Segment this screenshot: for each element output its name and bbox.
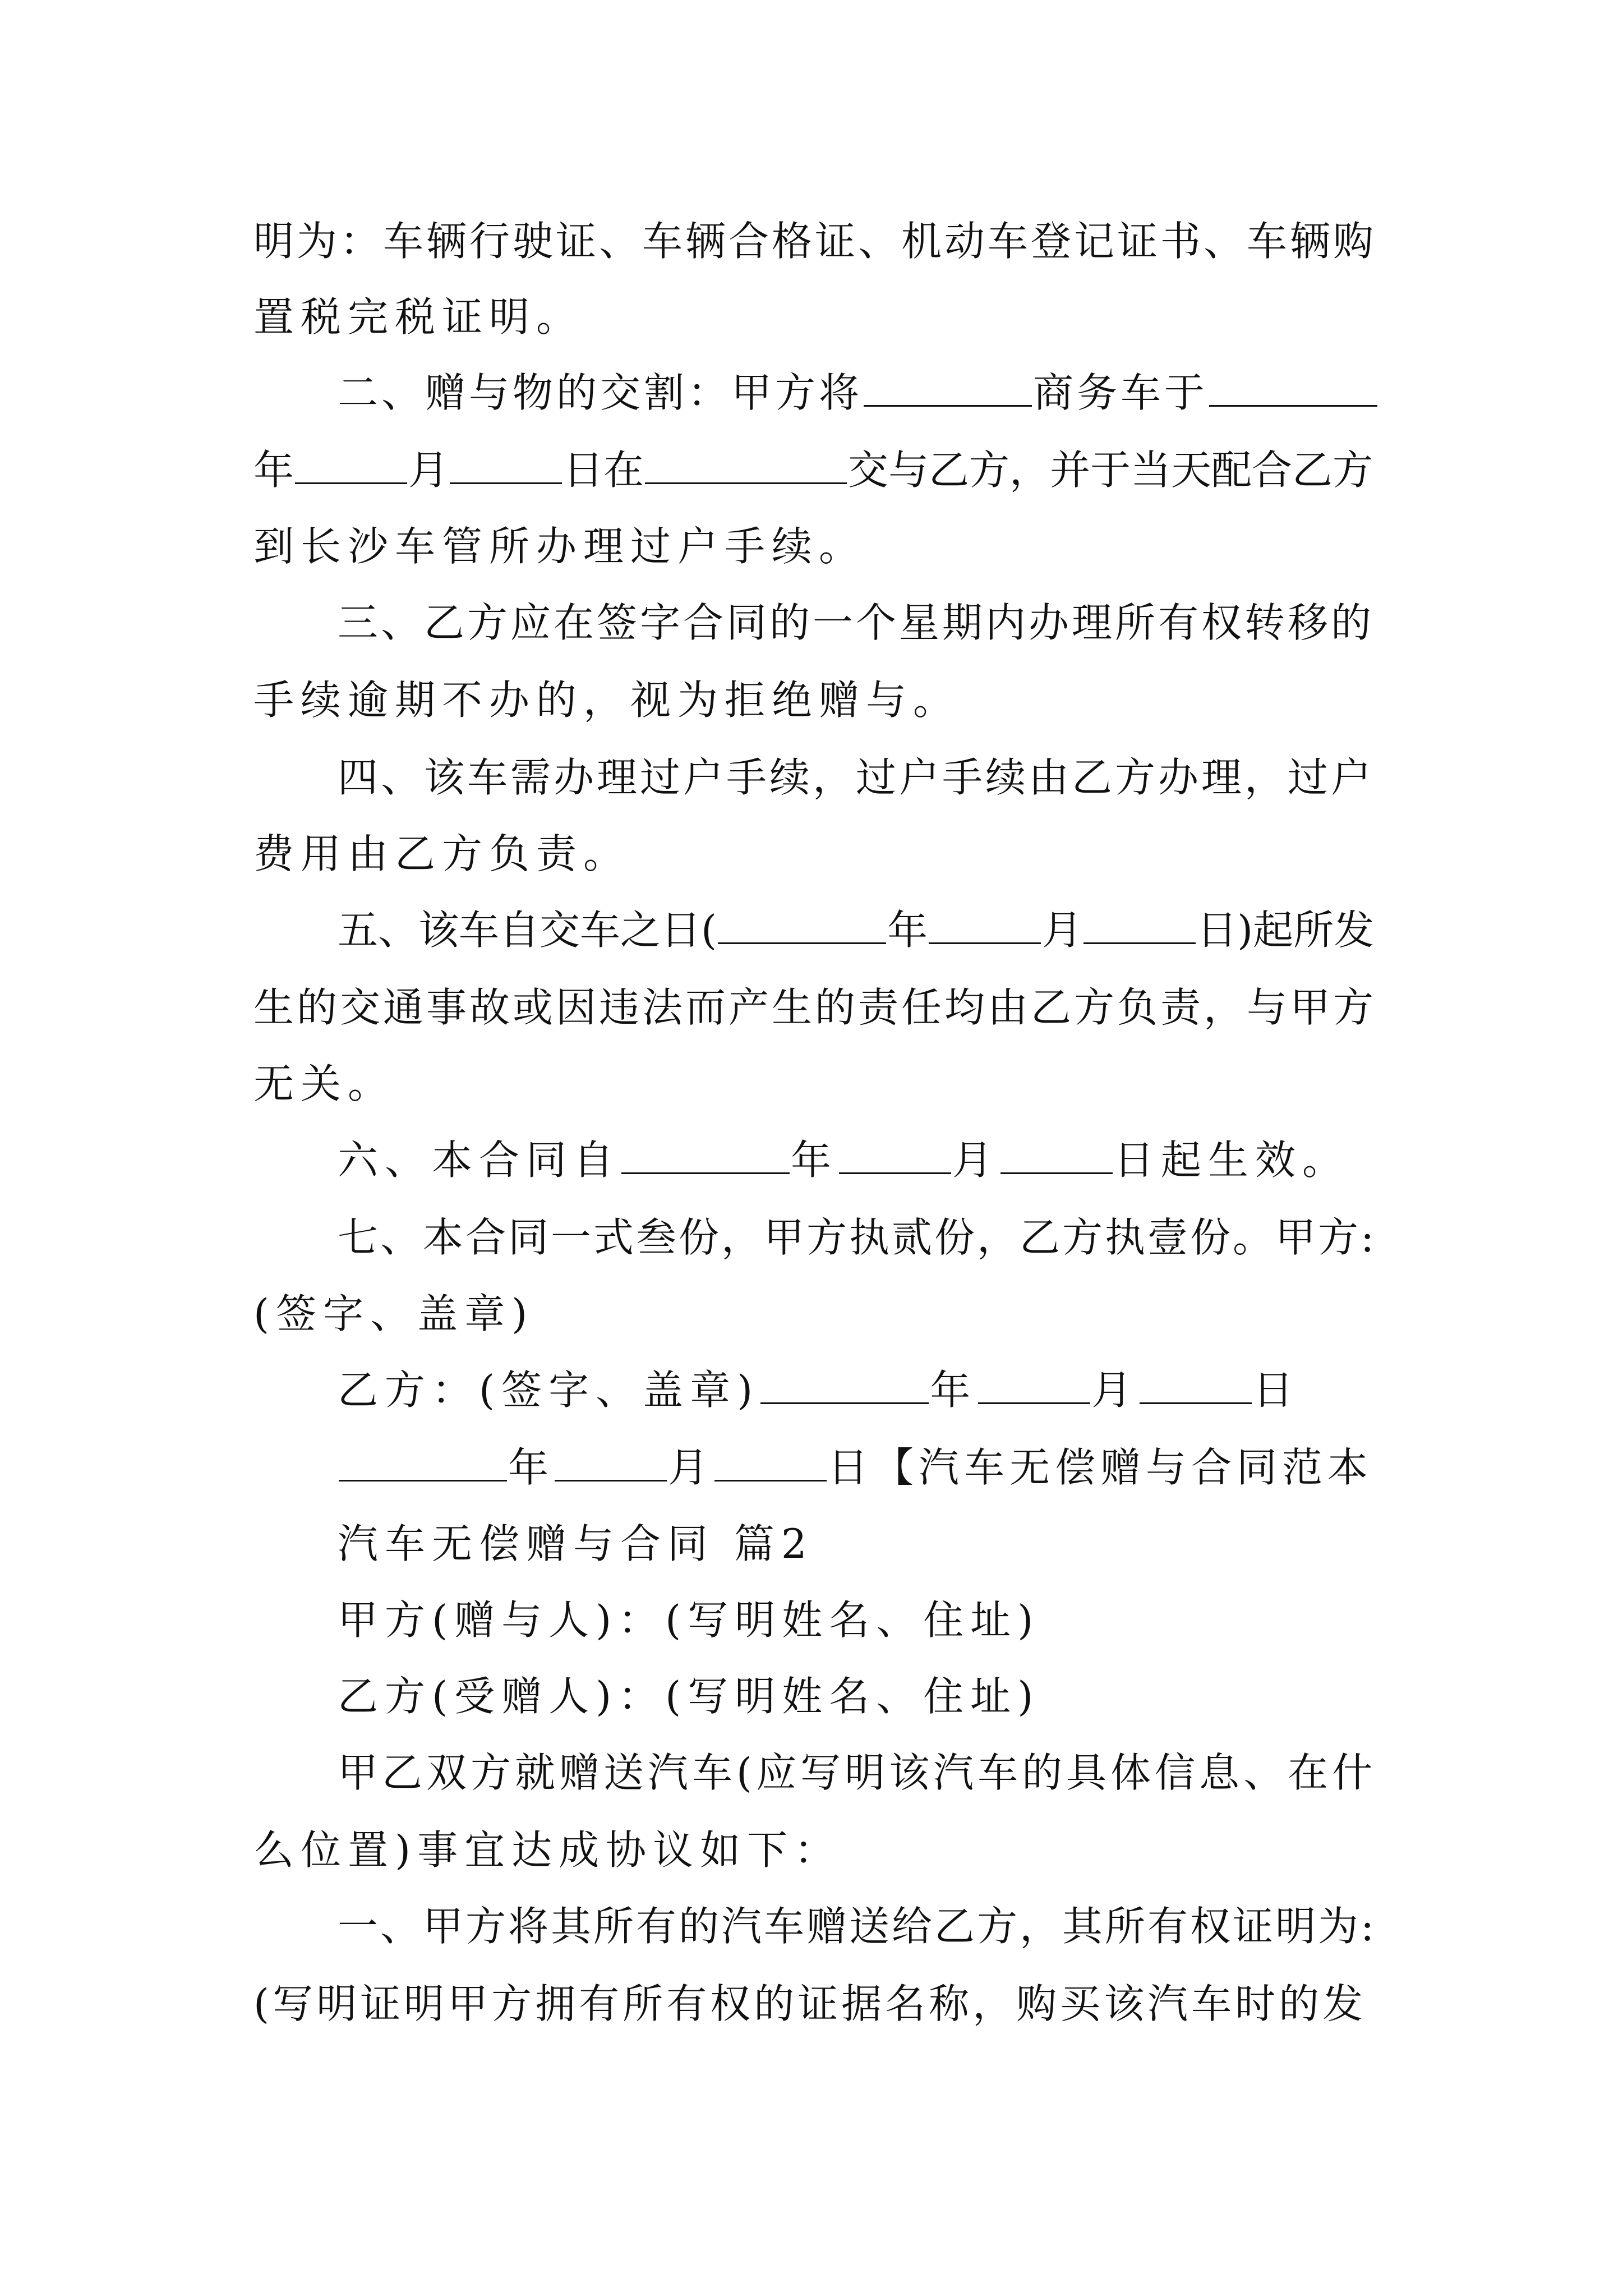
fill-in-blank <box>1209 366 1377 407</box>
text-line <box>338 896 1374 964</box>
text-line <box>338 1739 1376 1806</box>
text-line <box>253 436 1373 504</box>
fill-in-blank <box>555 1441 667 1481</box>
fill-in-blank <box>1083 903 1196 944</box>
fill-in-blank <box>864 366 1032 407</box>
text-line <box>338 1893 1376 1960</box>
text-line <box>253 1970 1366 2037</box>
text-line <box>253 666 960 734</box>
text-segment: 五、该车自交车之日( <box>338 907 717 954</box>
text-segment: 月 <box>668 1444 714 1491</box>
text-segment: 甲方(赠与人)：(写明姓名、住址) <box>338 1596 1040 1644</box>
fill-in-blank <box>760 1363 929 1404</box>
text-segment: 甲乙双方就赠送汽车(应写明该汽车的具体信息、在什 <box>338 1749 1377 1796</box>
fill-in-blank <box>714 1441 827 1481</box>
text-line <box>253 513 866 580</box>
text-line <box>253 208 1376 275</box>
text-segment: 年 <box>887 907 928 954</box>
text-line <box>253 283 583 351</box>
text-segment: 年 <box>508 1444 554 1491</box>
text-segment: 明为：车辆行驶证、车辆合格证、机动车登记证书、车辆购 <box>253 218 1377 265</box>
text-segment: 四、该车需办理过户手续，过户手续由乙方办理，过户 <box>338 754 1375 801</box>
text-segment: (写明证明甲方拥有所有权的证据名称，购买该汽车时的发 <box>253 1980 1367 2027</box>
text-segment: 交与乙方，并于当天配合乙方 <box>848 447 1373 494</box>
fill-in-blank <box>1140 1363 1252 1404</box>
fill-in-blank <box>929 903 1041 944</box>
text-segment: 费用由乙方负责。 <box>253 830 631 877</box>
text-segment: 无关。 <box>253 1060 395 1107</box>
text-segment: 月 <box>408 447 449 494</box>
text-segment: 乙方(受赠人)：(写明姓名、住址) <box>338 1673 1040 1720</box>
text-segment: 日【汽车无偿赠与合同范本 <box>828 1444 1373 1491</box>
text-segment: 么位置)事宜达成协议如下： <box>253 1826 842 1874</box>
text-segment: 汽车无偿赠与合同 篇2 <box>338 1520 814 1567</box>
text-line <box>338 1663 1040 1730</box>
fill-in-blank <box>839 1133 951 1174</box>
text-segment: 七、本合同一式叁份，甲方执贰份，乙方执壹份。甲方: <box>338 1214 1377 1261</box>
text-line <box>338 1434 1373 1501</box>
text-segment: 手续逾期不办的，视为拒绝赠与。 <box>253 677 961 724</box>
text-line <box>253 1280 534 1347</box>
fill-in-blank <box>1000 1133 1113 1174</box>
fill-in-blank <box>978 1363 1090 1404</box>
text-segment: (签字、盖章) <box>253 1290 534 1337</box>
text-segment: 年 <box>930 1366 978 1414</box>
text-segment: 二、赠与物的交割：甲方将 <box>338 369 863 416</box>
text-segment: 月 <box>952 1137 1000 1184</box>
text-segment: 置税完税证明。 <box>253 293 584 341</box>
text-segment: 日在 <box>563 447 644 494</box>
text-segment: 六、本合同自 <box>338 1137 621 1184</box>
text-segment: 日 <box>1253 1366 1301 1414</box>
text-segment: 月 <box>1042 907 1083 954</box>
fill-in-blank <box>339 1441 507 1481</box>
fill-in-blank <box>295 443 407 484</box>
section-heading <box>338 1510 814 1577</box>
text-line <box>253 1050 395 1117</box>
text-line <box>338 744 1374 811</box>
text-segment: 日)起所发 <box>1197 907 1375 954</box>
text-line <box>253 820 630 887</box>
text-segment: 年 <box>791 1137 838 1184</box>
text-segment: 乙方：(签字、盖章) <box>338 1366 760 1414</box>
text-line <box>338 359 1378 426</box>
text-segment: 生的交通事故或因违法而产生的责任均由乙方负责，与甲方 <box>253 984 1377 1031</box>
text-line <box>253 974 1376 1041</box>
text-segment: 月 <box>1091 1366 1139 1414</box>
text-segment: 商务车于 <box>1033 369 1209 416</box>
text-line <box>338 1586 1040 1654</box>
text-line <box>338 1204 1376 1271</box>
text-segment: 一、甲方将其所有的汽车赠送给乙方，其所有权证明为: <box>338 1903 1377 1950</box>
text-segment: 日起生效。 <box>1114 1137 1350 1184</box>
text-line <box>338 589 1374 656</box>
text-line <box>253 1816 841 1884</box>
text-segment: 到长沙车管所办理过户手续。 <box>253 523 866 570</box>
fill-in-blank <box>621 1133 790 1174</box>
text-line <box>338 1356 1300 1424</box>
text-segment: 三、乙方应在签字合同的一个星期内办理所有权转移的 <box>338 599 1375 646</box>
text-segment: 年 <box>253 447 294 494</box>
fill-in-blank <box>718 903 886 944</box>
text-line <box>338 1126 1349 1194</box>
fill-in-blank <box>450 443 562 484</box>
fill-in-blank <box>645 443 847 484</box>
